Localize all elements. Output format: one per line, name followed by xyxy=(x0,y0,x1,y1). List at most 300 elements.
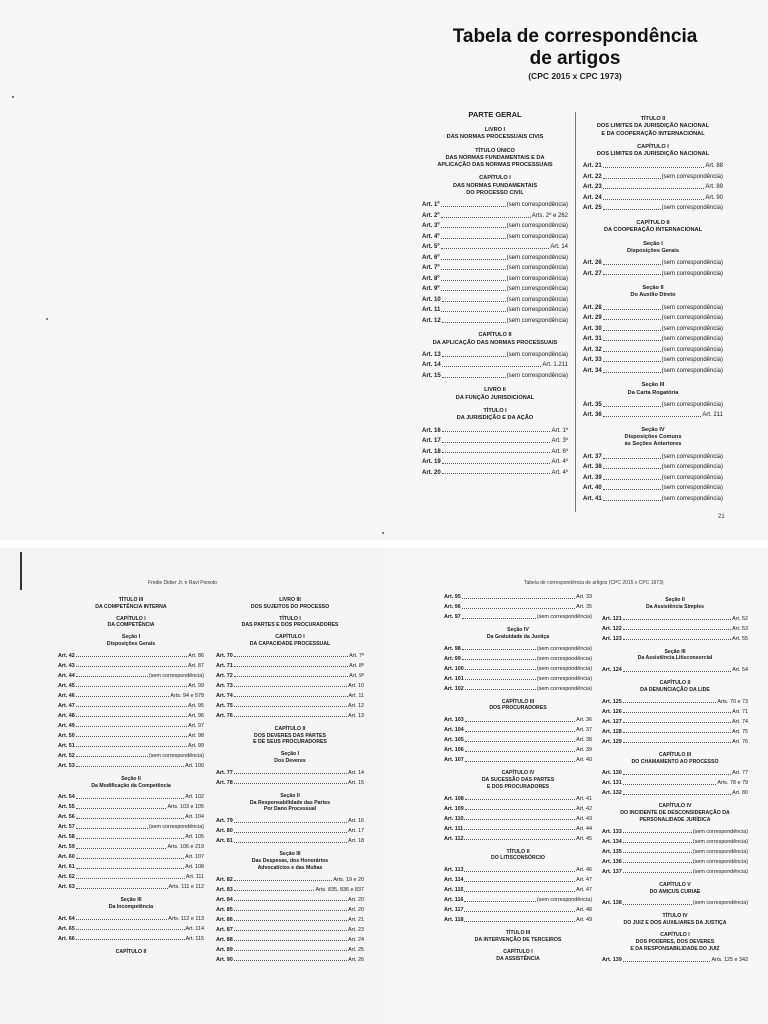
dot-leader xyxy=(441,259,506,260)
article-cpc1973: Art. 15 xyxy=(348,779,364,786)
article-row xyxy=(58,852,204,862)
article-row xyxy=(58,792,204,802)
article-row xyxy=(216,895,364,905)
section-heading: Seção II Do Auxílio Direto xyxy=(630,285,676,299)
article-cpc1973: (sem correspondência) xyxy=(148,752,204,759)
section-heading: TÍTULO I DAS PARTES E DOS PROCURADORES xyxy=(241,615,339,629)
article-cpc1973: Art. 108 xyxy=(185,864,204,871)
article-row xyxy=(602,717,748,727)
article-cpc2015: Art. 3º xyxy=(422,223,440,230)
top-right-column xyxy=(583,110,723,504)
dot-leader xyxy=(441,217,531,218)
column-divider xyxy=(575,112,576,512)
article-cpc2015: Art. 34 xyxy=(583,367,602,374)
article-cpc1973: Art. 38 xyxy=(576,737,592,744)
article-cpc2015: Art. 20 xyxy=(422,469,441,476)
article-row xyxy=(583,355,723,366)
dot-leader xyxy=(603,199,705,200)
section-heading: CAPÍTULO III DO CHAMAMENTO AO PROCESSO xyxy=(631,751,719,765)
article-row xyxy=(602,778,748,788)
page-spine-mark xyxy=(20,552,22,590)
article-cpc2015: Art. 9º xyxy=(422,286,440,293)
dot-leader xyxy=(623,671,731,672)
dot-leader xyxy=(234,773,347,774)
article-cpc1973: Art. 12 xyxy=(348,702,364,709)
article-row xyxy=(602,847,748,857)
article-cpc2015: Art. 139 xyxy=(602,957,622,964)
article-row xyxy=(58,721,204,731)
article-cpc1973: (sem correspondência) xyxy=(692,838,748,845)
article-cpc2015: Art. 135 xyxy=(602,848,622,855)
dot-leader xyxy=(464,829,575,830)
article-cpc1973: (sem correspondência) xyxy=(661,495,723,502)
article-cpc1973: (sem correspondência) xyxy=(661,464,723,471)
article-row xyxy=(216,955,364,965)
article-row xyxy=(422,426,568,437)
dot-leader xyxy=(234,900,347,901)
article-row xyxy=(583,366,723,377)
section-heading: Seção III Da Incompetência xyxy=(108,897,154,911)
article-cpc1973: Art. 23 xyxy=(348,926,364,933)
article-cpc1973: Art. 75 xyxy=(732,728,748,735)
article-cpc1973: (sem correspondência) xyxy=(506,351,568,358)
dot-leader xyxy=(76,686,187,687)
dot-leader xyxy=(76,726,187,727)
article-cpc2015: Art. 60 xyxy=(58,854,75,861)
article-cpc2015: Art. 13 xyxy=(422,351,441,358)
article-cpc1973: Art. 7º xyxy=(349,652,364,659)
scan-speck xyxy=(382,532,384,534)
article-row xyxy=(216,671,364,681)
dot-leader xyxy=(464,819,575,820)
dot-leader xyxy=(623,872,692,873)
section-heading: CAPÍTULO II xyxy=(115,948,147,955)
article-cpc2015: Art. 25 xyxy=(583,205,602,212)
article-cpc2015: Art. 8º xyxy=(422,275,440,282)
dot-leader xyxy=(603,416,702,417)
dot-leader xyxy=(603,274,661,275)
article-row xyxy=(444,644,592,654)
dot-leader xyxy=(234,890,315,891)
article-cpc2015: Art. 65 xyxy=(58,925,75,932)
article-cpc2015: Art. 14 xyxy=(422,362,441,369)
section-heading: TÍTULO IV DO JUIZ E DOS AUXILIARES DA JUSTIÇA xyxy=(623,913,727,927)
article-row xyxy=(602,665,748,675)
section-heading: CAPÍTULO I DOS PODERES, DOS DEVERES E DA RESPONSABILIDADE DO JUIZ xyxy=(630,931,720,952)
section-heading: CAPÍTULO III DOS PROCURADORES xyxy=(489,698,547,712)
dot-leader xyxy=(464,891,575,892)
dot-leader xyxy=(465,761,575,762)
article-row xyxy=(58,691,204,701)
bottom-left-column-2 xyxy=(216,592,364,965)
article-cpc2015: Art. 47 xyxy=(58,702,75,709)
dot-leader xyxy=(462,618,536,619)
section-heading: LIVRO II DA FUNÇÃO JURISDICIONAL xyxy=(455,387,535,401)
article-cpc2015: Art. 54 xyxy=(58,794,75,801)
article-cpc2015: Art. 27 xyxy=(583,270,602,277)
article-row xyxy=(583,324,723,335)
dot-leader xyxy=(603,309,661,310)
dot-leader xyxy=(76,818,184,819)
article-row xyxy=(58,671,204,681)
dot-leader xyxy=(465,809,575,810)
dot-leader xyxy=(623,702,717,703)
article-cpc1973: (sem correspondência) xyxy=(692,828,748,835)
article-cpc2015: Art. 10 xyxy=(422,296,441,303)
article-cpc1973: Art. 99 xyxy=(188,742,204,749)
article-row xyxy=(602,788,748,798)
article-cpc2015: Art. 21 xyxy=(583,163,602,170)
article-cpc2015: Art. 44 xyxy=(58,672,75,679)
article-cpc2015: Art. 2º xyxy=(422,212,440,219)
article-row xyxy=(444,905,592,915)
article-row xyxy=(444,612,592,622)
dot-leader xyxy=(603,209,661,210)
article-cpc1973: (sem correspondência) xyxy=(661,304,723,311)
article-row xyxy=(216,945,364,955)
article-cpc1973: (sem correspondência) xyxy=(536,685,592,692)
article-row xyxy=(444,715,592,725)
article-cpc1973: Art. 49 xyxy=(576,917,592,924)
article-cpc1973: Art. 98 xyxy=(188,732,204,739)
article-cpc1973: Art. 86 xyxy=(188,652,204,659)
article-row xyxy=(602,837,748,847)
article-cpc1973: (sem correspondência) xyxy=(661,346,723,353)
article-row xyxy=(422,447,568,458)
article-cpc2015: Art. 50 xyxy=(58,732,75,739)
article-cpc1973: Art. 14 xyxy=(348,769,364,776)
article-cpc2015: Art. 4º xyxy=(422,233,440,240)
dot-leader xyxy=(442,442,551,443)
article-row xyxy=(58,842,204,852)
dot-leader xyxy=(603,489,661,490)
article-row xyxy=(444,735,592,745)
dot-leader xyxy=(234,656,348,657)
article-cpc2015: Art. 109 xyxy=(444,805,464,812)
dot-leader xyxy=(442,377,506,378)
page-number: 21 xyxy=(718,514,725,520)
article-cpc2015: Art. 70 xyxy=(216,652,233,659)
dot-leader xyxy=(623,904,692,905)
article-row xyxy=(444,592,592,602)
article-row xyxy=(58,914,204,924)
article-row xyxy=(422,468,568,479)
article-row xyxy=(422,295,568,306)
article-cpc1973: (sem correspondência) xyxy=(692,858,748,865)
dot-leader xyxy=(603,188,705,189)
article-row xyxy=(444,654,592,664)
article-cpc2015: Art. 129 xyxy=(602,738,622,745)
article-row xyxy=(216,681,364,691)
article-row xyxy=(602,857,748,867)
article-cpc1973: (sem correspondência) xyxy=(661,325,723,332)
article-cpc1973: Art. 20 xyxy=(348,906,364,913)
article-cpc2015: Art. 39 xyxy=(583,474,602,481)
dot-leader xyxy=(603,178,661,179)
dot-leader xyxy=(462,659,536,660)
article-cpc2015: Art. 102 xyxy=(444,685,464,692)
article-cpc2015: Art. 24 xyxy=(583,194,602,201)
section-heading: Seção I Dos Deveres xyxy=(274,751,306,764)
article-row xyxy=(602,727,748,737)
article-cpc1973: Art. 1.211 xyxy=(542,362,568,369)
article-row xyxy=(58,681,204,691)
article-cpc2015: Art. 75 xyxy=(216,702,233,709)
dot-leader xyxy=(623,832,692,833)
article-cpc1973: Art. 6º xyxy=(551,448,568,455)
dot-leader xyxy=(623,629,731,630)
dot-leader xyxy=(442,473,551,474)
article-cpc1973: (sem correspondência) xyxy=(692,848,748,855)
article-cpc1973: Art. 76 xyxy=(732,738,748,745)
article-cpc2015: Art. 89 xyxy=(216,946,233,953)
section-heading: CAPÍTULO I DOS LIMITES DA JURISDIÇÃO NACIONAL xyxy=(596,143,710,158)
article-row xyxy=(58,832,204,842)
section-heading: Seção III Da Carta Rogatória xyxy=(627,382,679,396)
article-cpc1973: Art. 45 xyxy=(576,835,592,842)
section-heading: Seção IV Da Gratuidade da Justiça xyxy=(486,627,550,640)
section-heading: TÍTULO III DA COMPETÊNCIA INTERNA xyxy=(95,597,167,610)
article-cpc2015: Art. 43 xyxy=(58,662,75,669)
dot-leader xyxy=(465,741,575,742)
article-cpc2015: Art. 17 xyxy=(422,438,441,445)
article-row xyxy=(583,483,723,494)
dot-leader xyxy=(234,666,348,667)
section-heading: Seção I Disposições Gerais xyxy=(627,240,679,254)
dot-leader xyxy=(76,666,187,667)
article-cpc2015: Art. 105 xyxy=(444,737,464,744)
article-cpc2015: Art. 66 xyxy=(58,935,75,942)
article-cpc1973: Art. 90 xyxy=(705,194,723,201)
article-cpc1973: Art. 39 xyxy=(576,747,592,754)
article-row xyxy=(58,822,204,832)
article-row xyxy=(216,935,364,945)
article-cpc2015: Art. 72 xyxy=(216,672,233,679)
article-cpc2015: Art. 1º xyxy=(422,202,440,209)
article-cpc2015: Art. 112 xyxy=(444,835,464,842)
article-row xyxy=(602,898,748,908)
article-cpc1973: Art. 104 xyxy=(185,814,204,821)
article-row xyxy=(422,371,568,382)
article-cpc1973: (sem correspondência) xyxy=(506,296,568,303)
article-row xyxy=(583,182,723,193)
dot-leader xyxy=(623,842,692,843)
article-row xyxy=(58,761,204,771)
article-row xyxy=(444,684,592,694)
article-cpc2015: Art. 137 xyxy=(602,868,622,875)
article-cpc2015: Art. 76 xyxy=(216,712,233,719)
dot-leader xyxy=(603,500,661,501)
article-row xyxy=(216,875,364,885)
article-row xyxy=(58,661,204,671)
article-cpc2015: Art. 98 xyxy=(444,645,461,652)
article-cpc2015: Art. 115 xyxy=(444,887,464,894)
article-row xyxy=(422,305,568,316)
article-cpc2015: Art. 117 xyxy=(444,907,464,914)
article-cpc1973: (sem correspondência) xyxy=(536,675,592,682)
dot-leader xyxy=(442,366,542,367)
table-title-text: Tabela de correspondência de artigos xyxy=(452,26,698,69)
article-cpc1973: (sem correspondência) xyxy=(536,655,592,662)
dot-leader xyxy=(234,696,348,697)
article-row xyxy=(422,221,568,232)
article-cpc1973: Art. 1º xyxy=(551,427,568,434)
dot-leader xyxy=(76,919,167,920)
dot-leader xyxy=(76,808,167,809)
article-cpc1973: Art. 35 xyxy=(576,604,592,610)
article-row xyxy=(58,731,204,741)
article-row xyxy=(216,691,364,701)
article-row xyxy=(422,316,568,327)
article-row xyxy=(444,915,592,925)
dot-leader xyxy=(76,878,185,879)
section-heading: Seção I Disposições Gerais xyxy=(106,634,156,647)
section-heading: CAPÍTULO IV DO INCIDENTE DE DESCONSIDERAÇÃO DA PERSONALIDADE JURÍDICA xyxy=(620,803,730,823)
section-heading: CAPÍTULO II DOS DEVERES DAS PARTES E DE SEUS PROCURADORES xyxy=(253,725,327,746)
article-cpc1973: Arts. 103 e 105 xyxy=(167,804,204,811)
dot-leader xyxy=(465,669,536,670)
article-cpc1973: Art. 11 xyxy=(348,692,364,699)
article-cpc2015: Art. 51 xyxy=(58,742,75,749)
article-cpc2015: Art. 15 xyxy=(422,372,441,379)
article-cpc2015: Art. 64 xyxy=(58,915,75,922)
article-cpc1973: (sem correspondência) xyxy=(148,824,204,831)
dot-leader xyxy=(76,939,185,940)
article-row xyxy=(422,284,568,295)
dot-leader xyxy=(603,468,661,469)
article-row xyxy=(422,253,568,264)
article-row xyxy=(583,193,723,204)
dot-leader xyxy=(441,227,506,228)
article-row xyxy=(216,885,364,895)
article-cpc1973: Art. 47 xyxy=(576,877,592,884)
article-cpc2015: Art. 130 xyxy=(602,770,622,777)
article-row xyxy=(422,232,568,243)
dot-leader xyxy=(623,742,731,743)
article-cpc1973: (sem correspondência) xyxy=(661,270,723,277)
article-cpc2015: Art. 71 xyxy=(216,662,233,669)
dot-leader xyxy=(442,431,551,432)
section-heading: Seção IV Disposições Comuns às Seções Anteriores xyxy=(624,426,682,448)
article-cpc2015: Art. 57 xyxy=(58,824,75,831)
article-cpc2015: Art. 35 xyxy=(583,401,602,408)
dot-leader xyxy=(623,961,711,962)
article-row xyxy=(58,701,204,711)
article-cpc1973: (sem correspondência) xyxy=(506,317,568,324)
article-cpc1973: (sem correspondência) xyxy=(692,900,748,907)
dot-leader xyxy=(465,689,536,690)
article-row xyxy=(583,334,723,345)
part-heading: PARTE GERAL xyxy=(468,110,522,119)
article-cpc1973: Art. 24 xyxy=(348,936,364,943)
article-row xyxy=(583,269,723,280)
article-row xyxy=(602,624,748,634)
article-row xyxy=(216,701,364,711)
article-cpc1973: (sem correspondência) xyxy=(506,223,568,230)
table-subtitle: (CPC 2015 x CPC 1973) xyxy=(528,71,622,81)
article-cpc1973: (sem correspondência) xyxy=(692,868,748,875)
dot-leader xyxy=(441,269,506,270)
article-cpc1973: (sem correspondência) xyxy=(661,453,723,460)
article-row xyxy=(444,814,592,824)
article-cpc2015: Art. 138 xyxy=(602,900,622,907)
article-row xyxy=(422,350,568,361)
article-row xyxy=(58,812,204,822)
dot-leader xyxy=(623,722,731,723)
article-cpc1973: Art. 52 xyxy=(732,615,748,622)
article-cpc1973: (sem correspondência) xyxy=(506,254,568,261)
article-row xyxy=(444,674,592,684)
article-cpc1973: Art. 107 xyxy=(185,854,204,861)
dot-leader xyxy=(76,858,184,859)
article-row xyxy=(58,802,204,812)
article-cpc1973: (sem correspondência) xyxy=(661,474,723,481)
section-heading: LIVRO I DAS NORMAS PROCESSUAIS CIVIS xyxy=(446,127,544,141)
article-cpc2015: Art. 56 xyxy=(58,814,75,821)
article-row xyxy=(583,313,723,324)
article-cpc2015: Art. 116 xyxy=(444,897,464,904)
article-cpc1973: Arts. 2º e 262 xyxy=(531,212,568,219)
article-cpc2015: Art. 85 xyxy=(216,906,233,913)
article-cpc2015: Art. 77 xyxy=(216,769,233,776)
dot-leader xyxy=(441,311,505,312)
section-heading: TÍTULO III DA INTERVENÇÃO DE TERCEIROS xyxy=(474,930,562,943)
dot-leader xyxy=(76,868,184,869)
article-cpc1973: (sem correspondência) xyxy=(506,233,568,240)
article-row xyxy=(444,895,592,905)
article-row xyxy=(444,745,592,755)
article-row xyxy=(444,804,592,814)
running-head-title: Tabela de correspondência de artigos (CPC 2015 x CPC 1973) xyxy=(524,580,664,586)
article-cpc2015: Art. 42 xyxy=(58,652,75,659)
dot-leader xyxy=(623,784,717,785)
dot-leader xyxy=(76,888,168,889)
article-row xyxy=(583,400,723,411)
article-cpc2015: Art. 73 xyxy=(216,682,233,689)
article-cpc1973: Art. 33 xyxy=(576,594,592,600)
article-cpc2015: Art. 37 xyxy=(583,453,602,460)
article-cpc2015: Art. 126 xyxy=(602,708,622,715)
article-cpc2015: Art. 19 xyxy=(422,459,441,466)
article-cpc2015: Art. 5º xyxy=(422,244,440,251)
article-cpc1973: Art. 48 xyxy=(576,907,592,914)
dot-leader xyxy=(76,716,187,717)
article-cpc1973: Arts. 112 e 113 xyxy=(168,915,204,922)
article-row xyxy=(583,203,723,214)
article-cpc1973: Art. 97 xyxy=(188,722,204,729)
article-cpc1973: Art. 77 xyxy=(732,770,748,777)
article-cpc1973: Arts. 78 e 79 xyxy=(717,780,748,787)
article-cpc1973: Art. 14 xyxy=(550,244,568,251)
dot-leader xyxy=(76,696,170,697)
article-cpc2015: Art. 95 xyxy=(444,594,461,600)
article-cpc1973: Art. 80 xyxy=(732,790,748,797)
bottom-right-column-2 xyxy=(602,592,748,965)
article-row xyxy=(602,768,748,778)
article-cpc2015: Art. 18 xyxy=(422,448,441,455)
article-cpc1973: Art. 25 xyxy=(348,946,364,953)
dot-leader xyxy=(76,798,184,799)
article-cpc1973: Arts. 835, 836 e 837 xyxy=(315,886,364,893)
dot-leader xyxy=(76,848,167,849)
article-cpc1973: Art. 88 xyxy=(705,163,723,170)
article-row xyxy=(444,725,592,735)
article-cpc2015: Art. 131 xyxy=(602,780,622,787)
article-cpc2015: Art. 107 xyxy=(444,757,464,764)
article-cpc1973: Art. 4º xyxy=(551,459,568,466)
article-cpc2015: Art. 103 xyxy=(444,717,464,724)
article-cpc1973: Art. 16 xyxy=(348,818,364,825)
